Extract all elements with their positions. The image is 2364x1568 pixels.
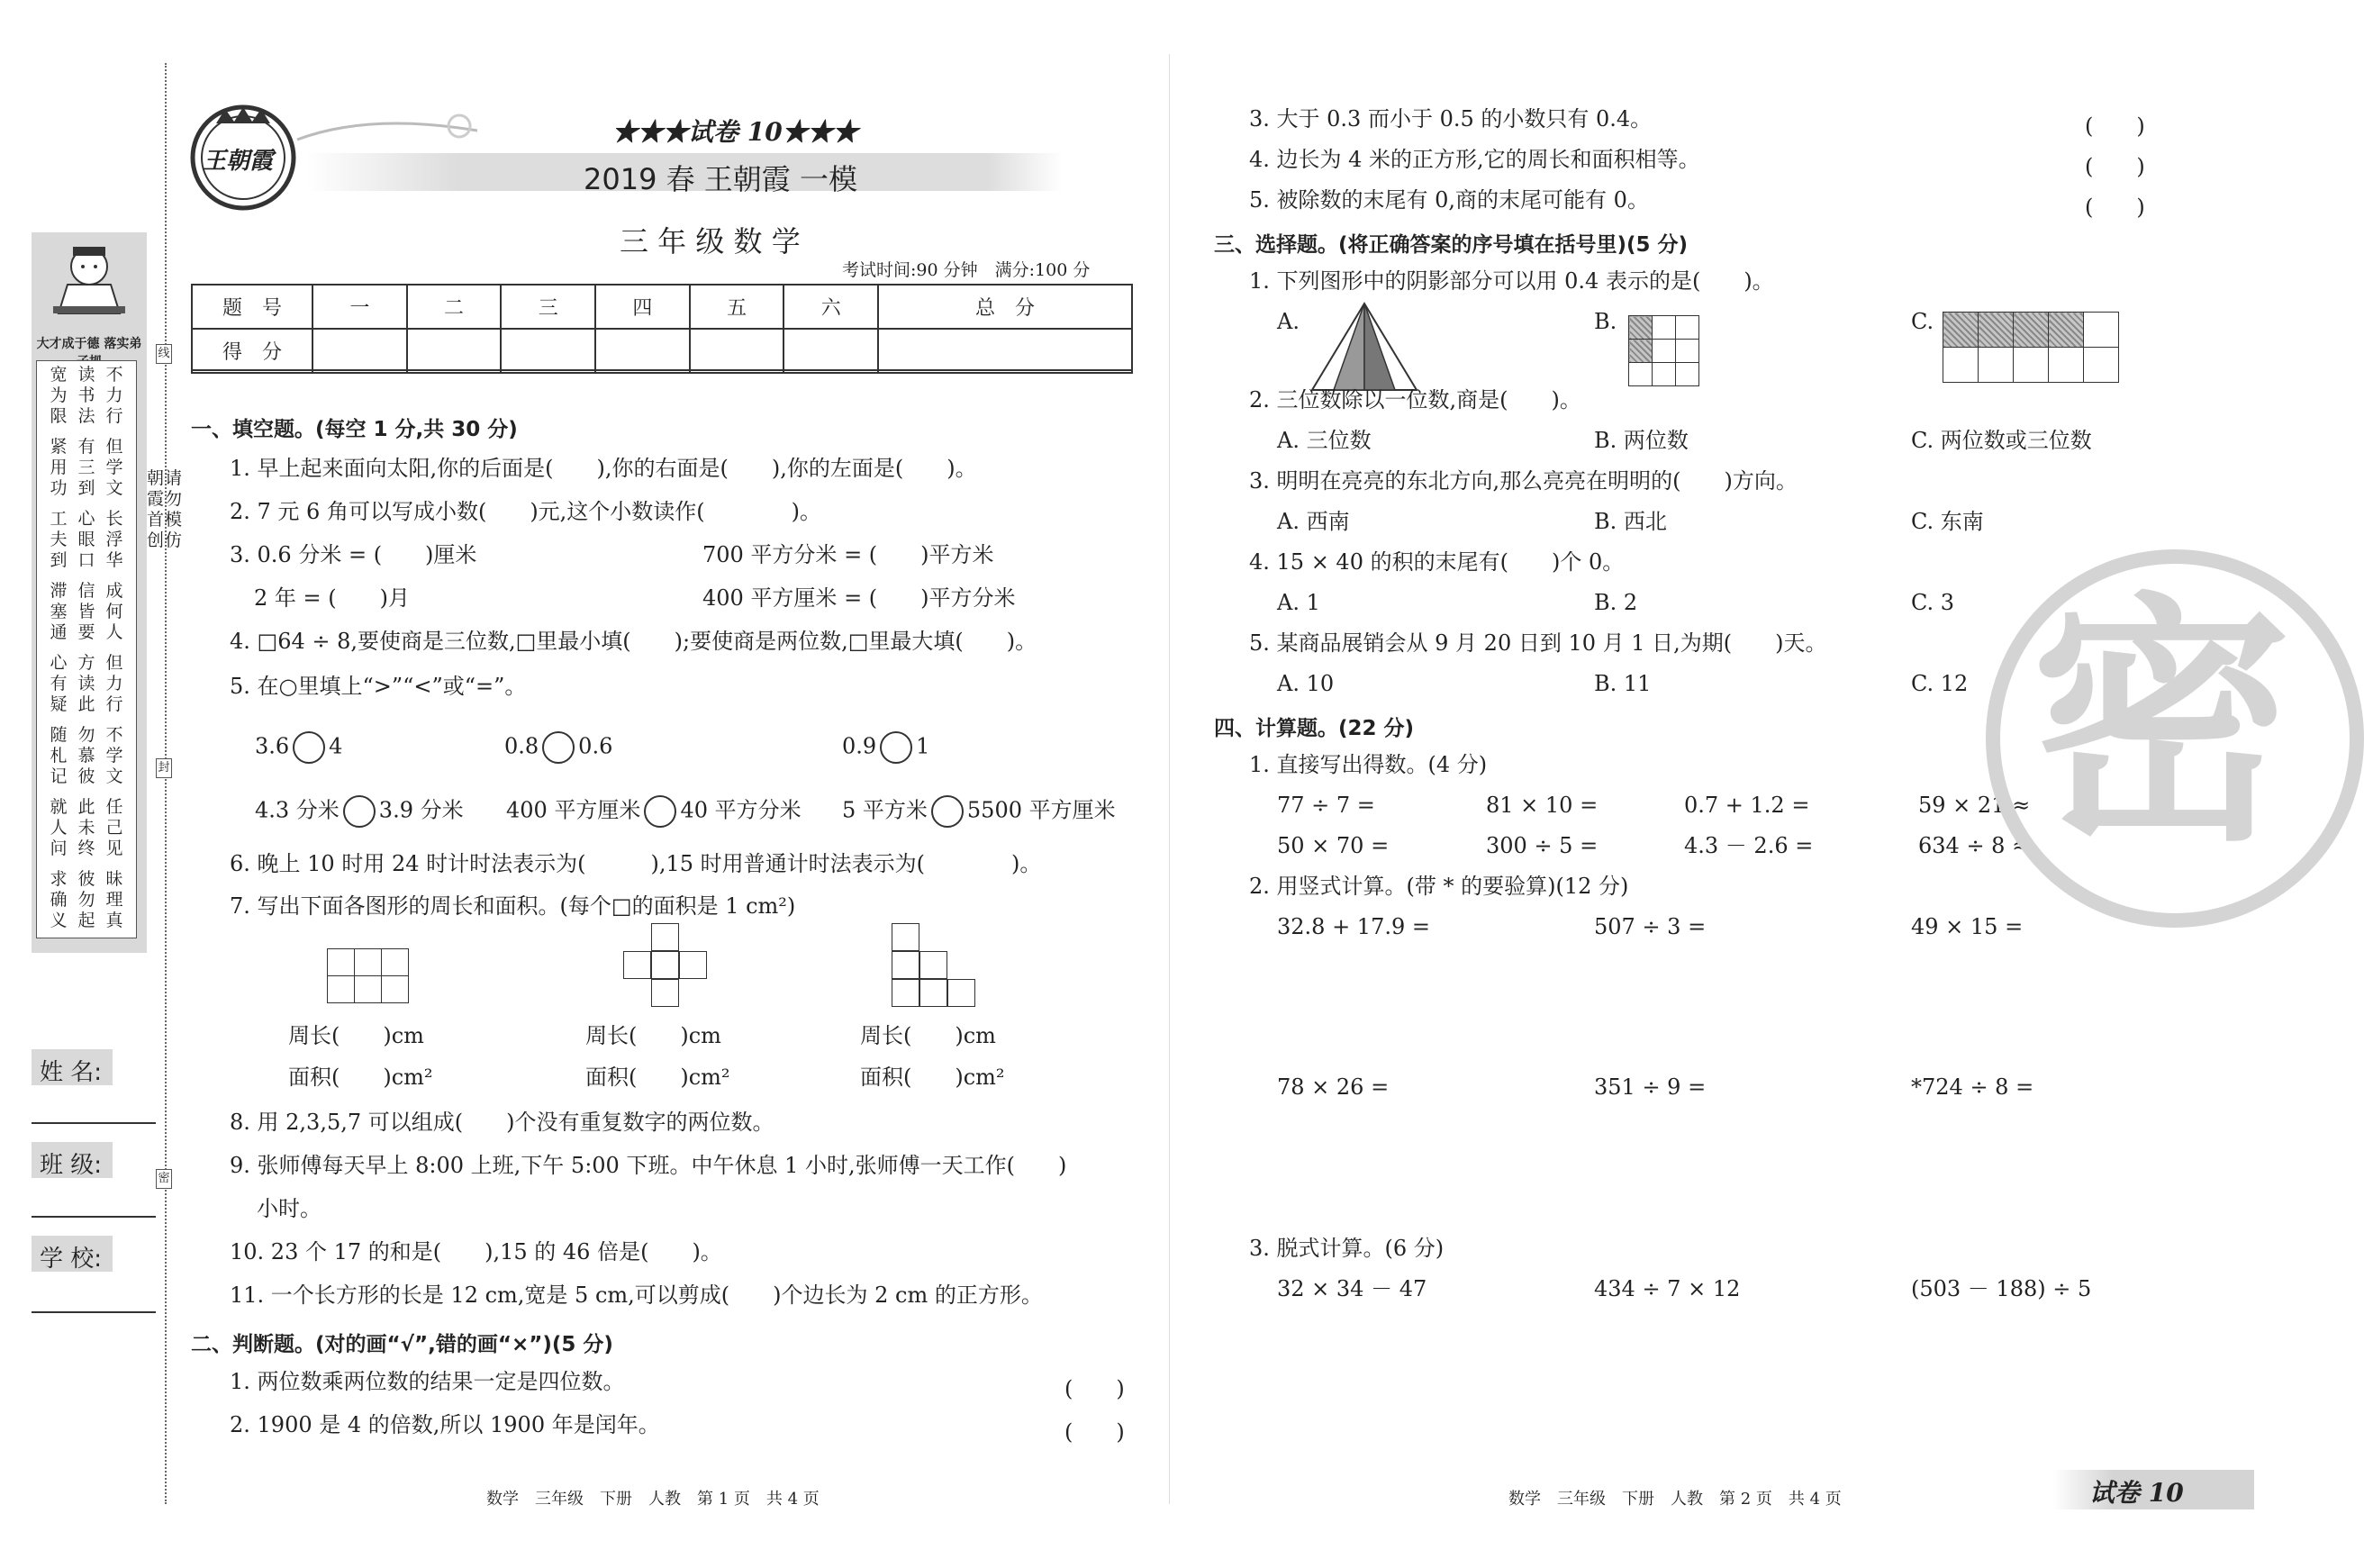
compare-circle[interactable] [931, 795, 964, 828]
compare-6 [842, 795, 1116, 828]
question-1-5: 5. 在○里填上“>”“<”或“=”。 [230, 674, 527, 699]
motto-col-3: 不力行 [105, 365, 123, 426]
banner: ★★★试卷 10★★★ [612, 117, 858, 147]
calc-direct: 4.3 － 2.6 = [1684, 833, 1814, 858]
choice-1-a[interactable]: A. [1277, 309, 1300, 334]
choice-3-c[interactable]: C. 东南 [1911, 509, 1984, 534]
choice-5: 5. 某商品展销会从 9 月 20 日到 10 月 1 日,为期( )天。 [1249, 630, 1827, 656]
name-field[interactable] [32, 1122, 156, 1124]
area-1: 面积( )cm² [288, 1065, 433, 1090]
paper-tag: 试卷 10 [2089, 1478, 2184, 1508]
choice-2-b[interactable]: B. 两位数 [1594, 428, 1689, 453]
motto: 大才成于德 落实弟 [36, 337, 142, 351]
calc-direct: 59 × 21 ≈ [1918, 793, 2031, 818]
calc-part-1: 1. 直接写出得数。(4 分) [1249, 752, 1488, 777]
question-1-8: 8. 用 2,3,5,7 可以组成( )个没有重复数字的两位数。 [230, 1110, 774, 1135]
score-table [191, 284, 1133, 374]
motto-col-16: 随札记 [50, 725, 68, 786]
compare-1-right: 4 [329, 733, 343, 759]
motto-col-5: 有三到 [77, 437, 95, 498]
judge-4-answer[interactable]: ( ) [2085, 154, 2145, 179]
compare-4-left: 4.3 分米 [255, 797, 340, 823]
motto-col-15: 但力行 [105, 653, 123, 714]
compare-3 [842, 731, 929, 764]
perimeter-3: 周长( )cm [860, 1023, 996, 1048]
question-1-7: 7. 写出下面各图形的周长和面积。(每个□的面积是 1 cm²) [230, 893, 796, 919]
choice-1-c[interactable]: C. [1911, 309, 1934, 334]
score-cell: 题 号 [192, 285, 312, 329]
judge-5-answer[interactable]: ( ) [2085, 195, 2145, 220]
calc-direct: 81 × 10 = [1486, 793, 1599, 818]
score-table-header-row [192, 285, 1132, 329]
area-3: 面积( )cm² [860, 1065, 1005, 1090]
compare-1-left: 3.6 [255, 733, 290, 759]
question-1-3c: 2 年 = ( )月 [254, 585, 410, 611]
score-input[interactable] [407, 329, 502, 373]
judge-1-answer[interactable]: ( ) [1064, 1376, 1125, 1401]
choice-4: 4. 15 × 40 的积的末尾有( )个 0。 [1249, 549, 1625, 575]
page-footer-left: 数学 三年级 下册 人教 第 1 页 共 4 页 [486, 1490, 820, 1509]
calc-stepwise: (503 － 188) ÷ 5 [1911, 1276, 2092, 1301]
compare-5-right: 40 平方分米 [680, 797, 802, 823]
motto-col-17: 勿慕彼 [77, 725, 95, 786]
logo-text: 王朝霞 [203, 148, 274, 175]
shape-3-stair [892, 923, 982, 1035]
question-1-9b: 小时。 [257, 1196, 322, 1221]
calc-direct: 634 ÷ 8 ≈ [1918, 833, 2031, 858]
grid-figure-b [1628, 315, 1699, 386]
score-cell: 得 分 [192, 329, 312, 373]
choice-2: 2. 三位数除以一位数,商是( )。 [1249, 387, 1581, 412]
compare-2 [504, 731, 612, 764]
judge-5: 5. 被除数的末尾有 0,商的末尾可能有 0。 [1249, 187, 1649, 213]
choice-3-b[interactable]: B. 西北 [1594, 509, 1667, 534]
confidential-stamp [1986, 549, 2292, 946]
calc-vertical: 78 × 26 = [1277, 1074, 1390, 1100]
motto-col-22: 求确义 [50, 869, 68, 930]
compare-1 [255, 731, 342, 764]
judge-3-answer[interactable]: ( ) [2085, 113, 2145, 139]
motto-col-21: 任己见 [105, 797, 123, 858]
choice-1: 1. 下列图形中的阴影部分可以用 0.4 表示的是( )。 [1249, 268, 1774, 294]
calc-vertical: 49 × 15 = [1911, 914, 2024, 939]
motto-col-19: 就人问 [50, 797, 68, 858]
question-1-1: 1. 早上起来面向太阳,你的后面是( ),你的右面是( ),你的左面是( )。 [230, 456, 977, 481]
compare-5-left: 400 平方厘米 [506, 797, 641, 823]
motto-col-20: 此未终 [77, 797, 95, 858]
choice-5-b[interactable]: B. 11 [1594, 671, 1652, 696]
score-input[interactable] [878, 329, 1132, 373]
motto-col-9: 长浮华 [105, 509, 123, 570]
judge-3: 3. 大于 0.3 而小于 0.5 的小数只有 0.4。 [1249, 106, 1653, 131]
judge-2: 2. 1900 是 4 的倍数,所以 1900 年是闰年。 [230, 1412, 660, 1437]
stamp-char: 密 [2031, 573, 2292, 876]
calc-vertical: 507 ÷ 3 = [1594, 914, 1707, 939]
question-1-3b: 700 平方分米 = ( )平方米 [702, 542, 994, 567]
section-1-title: 一、填空题。(每空 1 分,共 30 分) [191, 418, 518, 441]
compare-4 [255, 795, 464, 828]
motto-col-1: 宽为限 [50, 365, 68, 426]
section-3-title: 三、选择题。(将正确答案的序号填在括号里)(5 分) [1214, 233, 1689, 257]
perimeter-2: 周长( )cm [585, 1023, 721, 1048]
calc-vertical: 351 ÷ 9 = [1594, 1074, 1707, 1100]
choice-1-b[interactable]: B. [1594, 309, 1617, 334]
calc-part-2: 2. 用竖式计算。(带 * 的要验算)(12 分) [1249, 874, 1629, 899]
judge-4: 4. 边长为 4 米的正方形,它的周长和面积相等。 [1249, 147, 1700, 172]
compare-circle[interactable] [644, 795, 676, 828]
class-field[interactable] [32, 1216, 156, 1218]
score-cell: 五 [690, 285, 784, 329]
subject-title: 三 年 级 数 学 [620, 224, 801, 258]
section-2-title: 二、判断题。(对的画“√”,错的画“×”)(5 分) [191, 1333, 613, 1356]
compare-5 [506, 795, 802, 828]
motto-col-23: 彼勿起 [77, 869, 95, 930]
question-1-10: 10. 23 个 17 的和是( ),15 的 46 倍是( )。 [230, 1239, 722, 1264]
divider [191, 369, 1133, 371]
motto-col-4: 紧用功 [50, 437, 68, 498]
score-cell: 四 [595, 285, 690, 329]
choice-3: 3. 明明在亮亮的东北方向,那么亮亮在明明的( )方向。 [1249, 468, 1798, 494]
compare-circle[interactable] [343, 795, 376, 828]
score-cell: 总 分 [878, 285, 1132, 329]
choice-4-a[interactable]: A. 1 [1277, 590, 1320, 615]
calc-direct: 50 × 70 = [1277, 833, 1390, 858]
choice-4-c[interactable]: C. 3 [1911, 590, 1955, 615]
motto-col-13: 心有疑 [50, 653, 68, 714]
exam-title: 2019 春 王朝霞 一模 [584, 162, 857, 196]
compare-2-right: 0.6 [578, 733, 613, 759]
question-1-2: 2. 7 元 6 角可以写成小数( )元,这个小数读作( )。 [230, 499, 822, 524]
area-2: 面积( )cm² [585, 1065, 730, 1090]
motto-col-10: 滞塞通 [50, 581, 68, 642]
question-1-3a: 3. 0.6 分米 = ( )厘米 [230, 542, 477, 567]
score-input[interactable] [501, 329, 595, 373]
compare-3-right: 1 [916, 733, 930, 759]
judge-1: 1. 两位数乘两位数的结果一定是四位数。 [230, 1369, 625, 1394]
compare-2-left: 0.8 [504, 733, 539, 759]
scholar-icon [41, 241, 138, 324]
school-label: 学 校: [40, 1246, 103, 1273]
score-cell: 一 [312, 285, 407, 329]
shape-1-grid [327, 948, 409, 1003]
question-1-3d: 400 平方厘米 = ( )平方分米 [702, 585, 1016, 611]
school-field[interactable] [32, 1311, 156, 1313]
calc-direct: 0.7 + 1.2 = [1684, 793, 1810, 818]
triangle-figure [1310, 302, 1418, 392]
section-4-title: 四、计算题。(22 分) [1214, 717, 1415, 740]
motto-col-7: 工夫到 [50, 509, 68, 570]
question-1-6: 6. 晚上 10 时用 24 时计时法表示为( ),15 时用普通计时法表示为( )。 [230, 851, 1042, 876]
motto-col-11: 信皆要 [77, 581, 95, 642]
calc-stepwise: 32 × 34 － 47 [1277, 1276, 1427, 1301]
compare-4-right: 3.9 分米 [378, 797, 464, 823]
question-1-11: 11. 一个长方形的长是 12 cm,宽是 5 cm,可以剪成( )个边长为 2 cm 的正方形。 [230, 1282, 1043, 1308]
score-input[interactable] [595, 329, 690, 373]
motto-col-6: 但学文 [105, 437, 123, 498]
side-note-1: 朝霞首创 [147, 468, 165, 550]
choice-3-a[interactable]: A. 西南 [1277, 509, 1350, 534]
bind-mark-2: 封 [156, 758, 172, 778]
grid-figure-c [1943, 312, 2119, 383]
choice-4-b[interactable]: B. 2 [1594, 590, 1638, 615]
calc-vertical: *724 ÷ 8 = [1911, 1074, 2034, 1100]
score-cell: 二 [407, 285, 502, 329]
binding-line [165, 63, 167, 1504]
calc-direct: 300 ÷ 5 = [1486, 833, 1599, 858]
score-table-score-row [192, 329, 1132, 373]
motto-col-2: 读书法 [77, 365, 95, 426]
compare-3-left: 0.9 [842, 733, 877, 759]
side-note-2: 请勿模仿 [165, 468, 183, 550]
motto-col-8: 心眼口 [77, 509, 95, 570]
choice-2-a[interactable]: A. 三位数 [1277, 428, 1372, 453]
class-label: 班 级: [40, 1152, 103, 1179]
ribbon-icon [297, 104, 495, 158]
compare-6-right: 5500 平方厘米 [966, 797, 1116, 823]
motto-col-12: 成何人 [105, 581, 123, 642]
compare-circle[interactable] [542, 731, 575, 764]
choice-2-c[interactable]: C. 两位数或三位数 [1911, 428, 2092, 453]
shape-2-cross [623, 923, 707, 1035]
score-cell: 三 [501, 285, 595, 329]
name-label: 姓 名: [40, 1059, 103, 1086]
calc-vertical: 32.8 + 17.9 = [1277, 914, 1430, 939]
motto-col-18: 不学文 [105, 725, 123, 786]
score-input[interactable] [783, 329, 878, 373]
score-input[interactable] [312, 329, 407, 373]
compare-circle[interactable] [880, 731, 912, 764]
question-1-4: 4. □64 ÷ 8,要使商是三位数,□里最小填( );要使商是两位数,□里最大填( )。 [230, 629, 1037, 654]
score-cell: 六 [783, 285, 878, 329]
score-input[interactable] [690, 329, 784, 373]
motto-col-14: 方读此 [77, 653, 95, 714]
compare-circle[interactable] [293, 731, 325, 764]
motto-box [36, 360, 137, 938]
motto-col-24: 昧理真 [105, 869, 123, 930]
choice-5-a[interactable]: A. 10 [1277, 671, 1335, 696]
page-footer-right: 数学 三年级 下册 人教 第 2 页 共 4 页 [1508, 1490, 1842, 1509]
choice-5-c[interactable]: C. 12 [1911, 671, 1969, 696]
question-1-9: 9. 张师傅每天早上 8:00 上班,下午 5:00 下班。中午休息 1 小时,张师傅一天工作( ) [230, 1153, 1067, 1178]
judge-2-answer[interactable]: ( ) [1064, 1419, 1125, 1445]
exam-info: 考试时间:90 分钟 满分:100 分 [842, 260, 1091, 280]
calc-part-3: 3. 脱式计算。(6 分) [1249, 1236, 1445, 1261]
center-divider [1169, 54, 1170, 1504]
perimeter-1: 周长( )cm [288, 1023, 424, 1048]
bind-mark-3: 密 [156, 1169, 172, 1189]
bind-mark-1: 线 [156, 344, 172, 364]
calc-stepwise: 434 ÷ 7 × 12 [1594, 1276, 1741, 1301]
calc-direct: 77 ÷ 7 = [1277, 793, 1375, 818]
compare-6-left: 5 平方米 [842, 797, 928, 823]
